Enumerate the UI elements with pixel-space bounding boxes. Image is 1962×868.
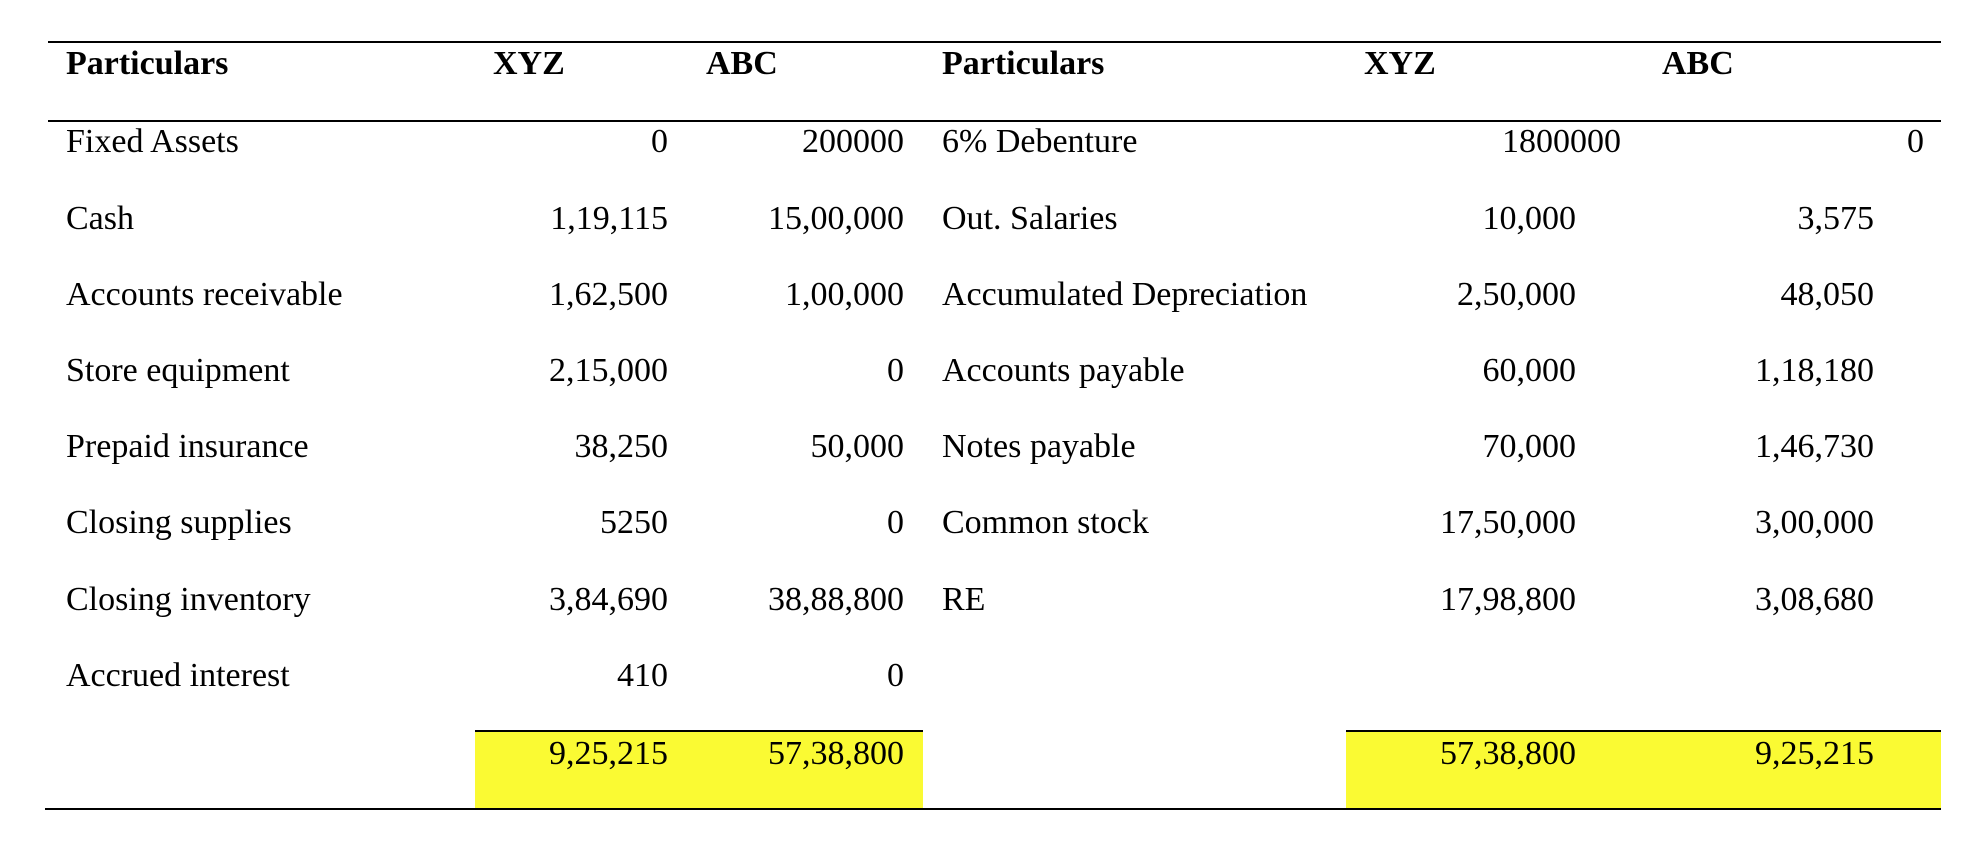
asset-label: Closing supplies — [66, 504, 292, 541]
total-left-xyz: 9,25,215 — [549, 735, 668, 772]
liability-xyz-value: 17,98,800 — [1440, 581, 1576, 618]
header-right-particulars: Particulars — [942, 45, 1105, 82]
liability-xyz-value: 10,000 — [1482, 200, 1576, 237]
asset-abc-value: 1,00,000 — [785, 276, 904, 313]
liability-abc-value: 1,18,180 — [1755, 352, 1874, 389]
liability-label: Notes payable — [942, 428, 1136, 465]
total-left-abc: 57,38,800 — [768, 735, 904, 772]
asset-label: Cash — [66, 200, 134, 237]
asset-abc-value: 200000 — [802, 123, 904, 160]
header-left-xyz: XYZ — [493, 45, 565, 82]
asset-xyz-value: 38,250 — [574, 428, 668, 465]
liability-xyz-value: 17,50,000 — [1440, 504, 1576, 541]
liability-abc-value: 3,00,000 — [1755, 504, 1874, 541]
liability-abc-value: 0 — [1907, 123, 1924, 160]
liability-xyz-value: 60,000 — [1482, 352, 1576, 389]
liability-abc-value: 3,575 — [1797, 200, 1874, 237]
table-top-border — [48, 41, 1941, 43]
header-right-abc: ABC — [1662, 45, 1734, 82]
asset-label: Fixed Assets — [66, 123, 239, 160]
liability-abc-value: 48,050 — [1780, 276, 1874, 313]
header-left-abc: ABC — [706, 45, 778, 82]
table-bottom-border — [45, 808, 1941, 810]
asset-xyz-value: 3,84,690 — [549, 581, 668, 618]
asset-abc-value: 38,88,800 — [768, 581, 904, 618]
asset-abc-value: 15,00,000 — [768, 200, 904, 237]
asset-xyz-value: 2,15,000 — [549, 352, 668, 389]
liability-label: Out. Salaries — [942, 200, 1118, 237]
asset-abc-value: 0 — [887, 504, 904, 541]
totals-top-border-left — [475, 730, 923, 732]
liability-label: Accounts payable — [942, 352, 1185, 389]
liability-label: Accumulated Depreciation — [942, 276, 1308, 313]
asset-xyz-value: 1,19,115 — [550, 200, 668, 237]
asset-label: Accounts receivable — [66, 276, 343, 313]
asset-label: Closing inventory — [66, 581, 311, 618]
liability-xyz-value: 70,000 — [1482, 428, 1576, 465]
totals-top-border-right — [1346, 730, 1941, 732]
asset-label: Store equipment — [66, 352, 290, 389]
liability-label: 6% Debenture — [942, 123, 1138, 160]
liability-xyz-value: 1800000 — [1502, 123, 1621, 160]
asset-abc-value: 0 — [887, 657, 904, 694]
header-left-particulars: Particulars — [66, 45, 229, 82]
asset-label: Prepaid insurance — [66, 428, 309, 465]
liability-abc-value: 3,08,680 — [1755, 581, 1874, 618]
asset-xyz-value: 5250 — [600, 504, 668, 541]
total-right-xyz: 57,38,800 — [1440, 735, 1576, 772]
asset-abc-value: 0 — [887, 352, 904, 389]
asset-xyz-value: 1,62,500 — [549, 276, 668, 313]
liability-label: Common stock — [942, 504, 1149, 541]
liability-label: RE — [942, 581, 986, 618]
liability-abc-value: 1,46,730 — [1755, 428, 1874, 465]
liability-xyz-value: 2,50,000 — [1457, 276, 1576, 313]
asset-abc-value: 50,000 — [810, 428, 904, 465]
asset-xyz-value: 0 — [651, 123, 668, 160]
asset-xyz-value: 410 — [617, 657, 668, 694]
total-right-abc: 9,25,215 — [1755, 735, 1874, 772]
asset-label: Accrued interest — [66, 657, 290, 694]
header-right-xyz: XYZ — [1364, 45, 1436, 82]
